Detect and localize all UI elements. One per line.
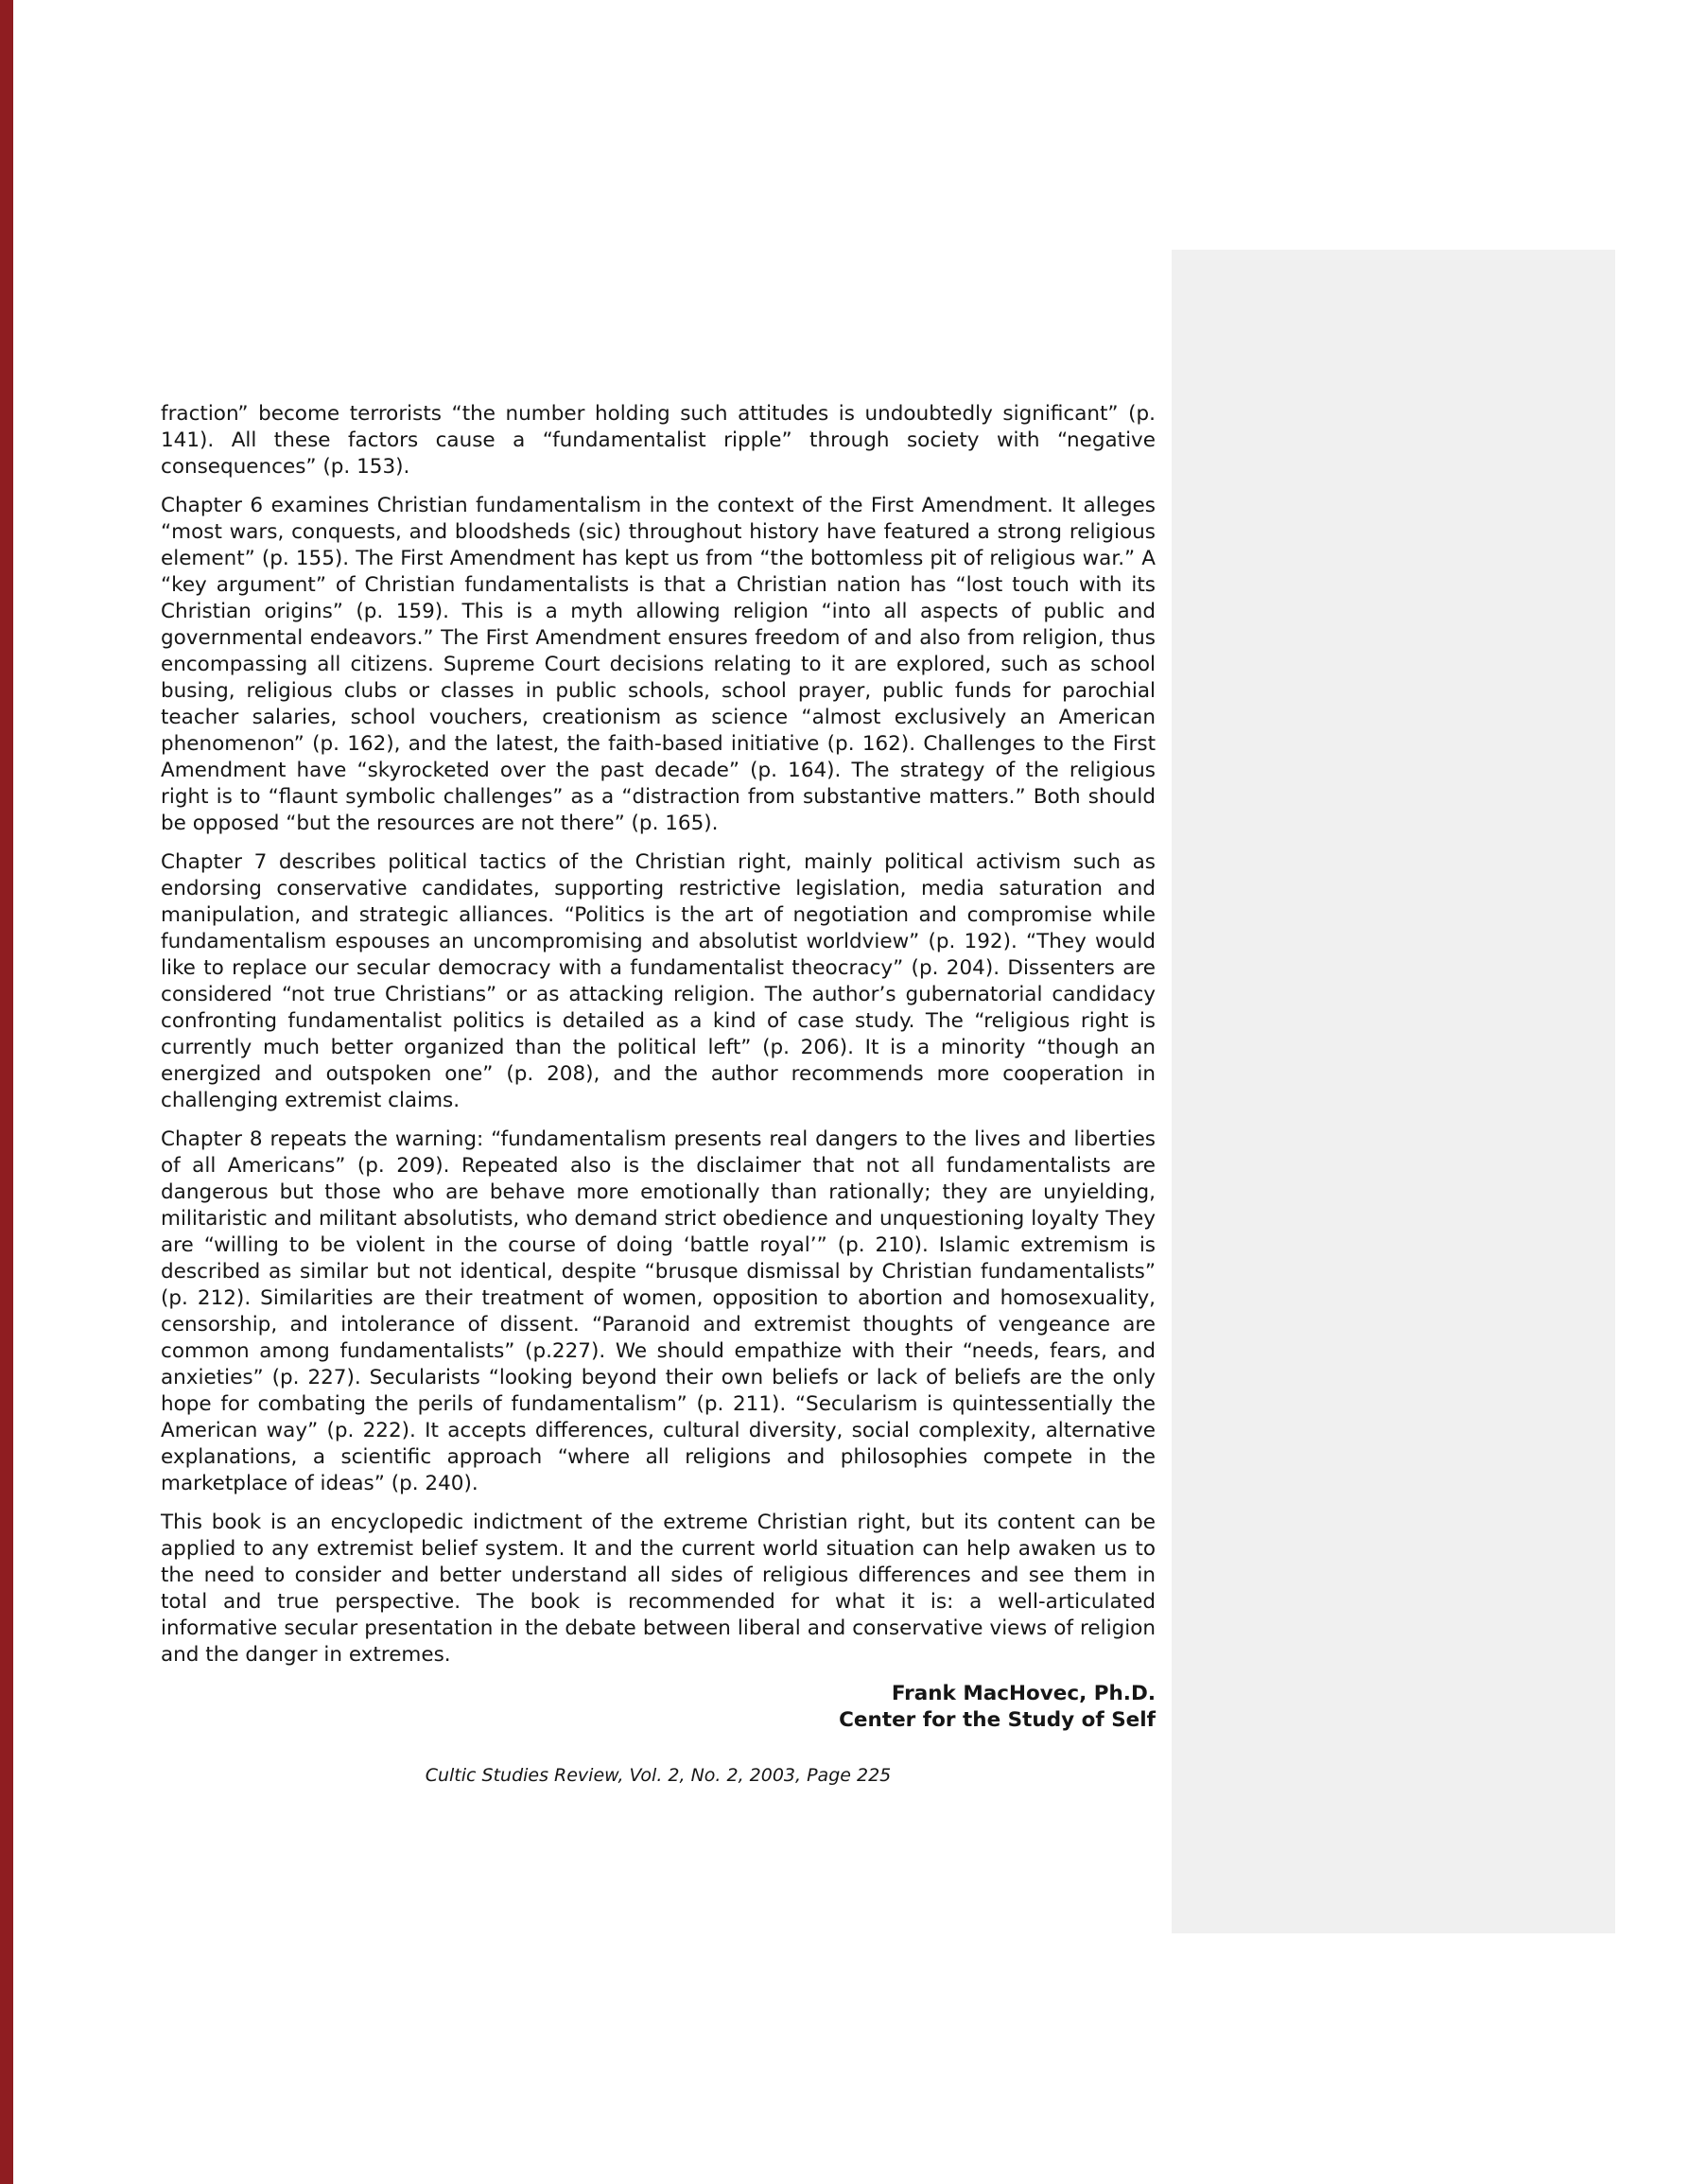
signature-name: Frank MacHovec, Ph.D. <box>891 1682 1156 1705</box>
paragraph-5: This book is an encyclopedic indictment of the extreme Christian right, but its content can be applied to any extremist belief system. It and the current world situation can help awaken us to the need to consider and better understand all sides of religious differences and see them in total and true perspective. The book is recommended for what it is: a well-articulated informative secular presentation in the debate between liberal and conservative views of religion and the danger in extremes. <box>161 1511 1156 1667</box>
review-text-column <box>161 401 1156 1789</box>
paragraph-4: Chapter 8 repeats the warning: “fundamentalism presents real dangers to the lives and liberties of all Americans” (p. 209). Repeated also is the disclaimer that not all fundamentalists are dangerous but those who are behave more emotionally than rationally; they are unyielding, militaristic and militant absolutists, who demand strict obedience and unquestioning loyalty They are “willing to be violent in the course of doing ‘battle royal’” (p. 210). Islamic extremism is described as similar but not identical, despite “brusque dismissal by Christian fundamentalists” (p. 212). Similarities are their treatment of women, opposition to abortion and homosexuality, censorship, and intolerance of dissent. “Paranoid and extremist thoughts of vengeance are common among fundamentalists” (p.227). We should empathize with their “needs, fears, and anxieties” (p. 227). Secularists “looking beyond their own beliefs or lack of beliefs are the only hope for combating the perils of fundamentalism” (p. 211). “Secularism is quintessentially the American way” (p. 222). It accepts differences, cultural diversity, social complexity, alternative explanations, a scientific approach “where all religions and philosophies compete in the marketplace of ideas” (p. 240). <box>161 1127 1156 1495</box>
paragraph-3: Chapter 7 describes political tactics of the Christian right, mainly political activism such as endorsing conservative candidates, supporting restrictive legislation, media saturation and manipulation, and strategic alliances. “Politics is the art of negotiation and compromise while fundamentalism espouses an uncompromising and absolutist worldview” (p. 192). “They would like to replace our secular democracy with a fundamentalist theocracy” (p. 204). Dissenters are considered “not true Christians” or as attacking religion. The author’s gubernatorial candidacy confronting fundamentalist politics is detailed as a kind of case study. The “religious right is currently much better organized than the political left” (p. 206). It is a minority “though an energized and outspoken one” (p. 208), and the author recommends more cooperation in challenging extremist claims. <box>161 850 1156 1112</box>
left-accent-bar <box>0 0 13 2184</box>
signature-block <box>161 1681 1156 1734</box>
paragraph-1: fraction” become terrorists “the number holding such attitudes is undoubtedly significant” (p. 141). All these factors cause a “fundamentalist ripple” through society with “negative consequences” (p. 153). <box>161 402 1156 479</box>
paragraph-2: Chapter 6 examines Christian fundamentalism in the context of the First Amendment. It alleges “most wars, conquests, and bloodsheds (sic) throughout history have featured a strong religious element” (p. 155). The First Amendment has kept us from “the bottomless pit of religious war.” A “key argument” of Christian fundamentalists is that a Christian nation has “lost touch with its Christian origins” (p. 159). This is a myth allowing religion “into all aspects of public and governmental endeavors.” The First Amendment ensures freedom of and also from religion, thus encompassing all citizens. Supreme Court decisions relating to it are explored, such as school busing, religious clubs or classes in public schools, school prayer, public funds for parochial teacher salaries, school vouchers, creationism as science “almost exclusively an American phenomenon” (p. 162), and the latest, the faith-based initiative (p. 162). Challenges to the First Amendment have “skyrocketed over the past decade” (p. 164). The strategy of the religious right is to “flaunt symbolic challenges” as a “distraction from substantive matters.” Both should be opposed “but the resources are not there” (p. 165). <box>161 494 1156 835</box>
page-footer: Cultic Studies Review, Vol. 2, No. 2, 2003, Page 225 <box>425 1765 892 1786</box>
right-side-panel <box>1172 250 1615 1933</box>
signature-affiliation: Center for the Study of Self <box>839 1708 1156 1732</box>
